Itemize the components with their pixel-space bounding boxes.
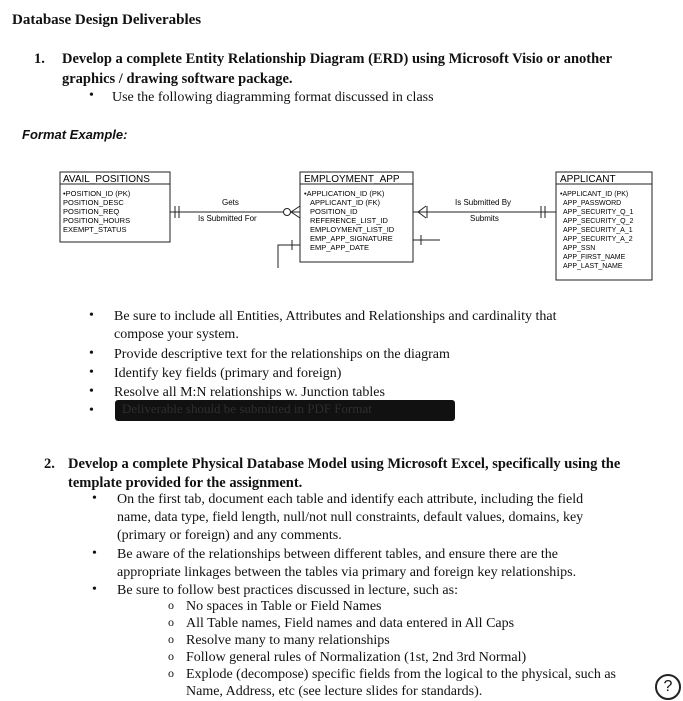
- relationship-app-applicant: [413, 198, 556, 223]
- bullet-marker: •: [89, 365, 94, 380]
- bullet-marker: •: [92, 546, 97, 561]
- bullet2: Provide descriptive text for the relationships on the diagram: [114, 347, 450, 362]
- attribute: POSITION_HOURS: [63, 216, 131, 225]
- attribute: EMPLOYMENT_LIST_ID: [310, 225, 395, 234]
- bullet-marker: •: [89, 308, 94, 323]
- attribute: EMP_APP_DATE: [310, 243, 370, 252]
- attribute: APP_LAST_NAME: [563, 263, 623, 270]
- bullet3: Identify key fields (primary and foreign): [114, 366, 342, 381]
- attribute: APPLICANT_ID (FK): [310, 198, 381, 207]
- entity-name: EMPLOYMENT_APP: [304, 174, 400, 185]
- attribute: APP_SECURITY_Q_2: [563, 218, 634, 225]
- item2-heading-line2: template provided for the assignment.: [68, 475, 303, 491]
- sub-item-5-line1: Explode (decompose) specific fields from the logical to the physical, such as: [186, 667, 616, 682]
- sub-item-3: Resolve many to many relationships: [186, 633, 390, 648]
- rel2-bottom-label: Submits: [470, 214, 499, 223]
- entity-avail-positions: [60, 172, 170, 242]
- attribute: APP_SSN: [563, 245, 596, 252]
- attribute: •APPLICANT_ID (PK): [560, 191, 629, 198]
- item1-heading-line1: Develop a complete Entity Relationship Diagram (ERD) using Microsoft Visio or another: [62, 51, 613, 67]
- entity-name: APPLICANT: [560, 174, 616, 185]
- attribute: •APPLICATION_ID (PK): [304, 189, 385, 198]
- bullet-marker: •: [92, 491, 97, 506]
- sub-item-1: No spaces in Table or Field Names: [186, 599, 382, 614]
- attribute: EXEMPT_STATUS: [63, 225, 127, 234]
- bullet-marker: •: [89, 403, 94, 418]
- attribute: POSITION_REQ: [63, 207, 120, 216]
- rel1-top-label: Gets: [222, 198, 239, 207]
- item2-bullet1-line2: name, data type, field length, null/not null constraints, default values, domains, key: [117, 510, 584, 525]
- bullet-marker: •: [89, 384, 94, 399]
- item2-bullet1-line3: (primary or foreign) and any comments.: [117, 528, 342, 543]
- item2-bullet2-line2: appropriate linkages between the tables via primary and foreign key relationships.: [117, 565, 577, 580]
- help-icon[interactable]: ?: [655, 674, 681, 700]
- sub-item-4: Follow general rules of Normalization (1st, 2nd 3rd Normal): [186, 650, 527, 665]
- redacted-text: Deliverable should be submitted in PDF Format: [122, 401, 372, 416]
- attribute: •POSITION_ID (PK): [63, 189, 131, 198]
- attribute: EMP_APP_SIGNATURE: [310, 234, 393, 243]
- rel1-bottom-label: Is Submitted For: [198, 214, 257, 223]
- attribute: APP_SECURITY_A_1: [563, 227, 633, 234]
- attribute: APP_PASSWORD: [563, 200, 622, 207]
- attribute: POSITION_DESC: [63, 198, 124, 207]
- attribute: REFERENCE_LIST_ID: [310, 216, 388, 225]
- item2-bullet1-line1: On the first tab, document each table and identify each attribute, including the field: [117, 492, 584, 507]
- bullet1-line1: Be sure to include all Entities, Attributes and Relationships and cardinality that: [114, 309, 557, 324]
- bullet1-line2: compose your system.: [114, 327, 239, 342]
- sub-item-2: All Table names, Field names and data entered in All Caps: [186, 616, 515, 631]
- circle-bullet: o: [168, 615, 174, 629]
- item2-bullet2-line1: Be aware of the relationships between different tables, and ensure there are the: [117, 547, 558, 562]
- relationship-positions-app: [170, 198, 300, 223]
- document-title: Database Design Deliverables: [12, 12, 202, 28]
- format-example-label: Format Example:: [22, 127, 128, 142]
- attribute: APP_SECURITY_A_2: [563, 236, 633, 243]
- circle-bullet: o: [168, 666, 174, 680]
- item2-number: 2.: [44, 456, 55, 472]
- circle-bullet: o: [168, 632, 174, 646]
- bullet-marker: •: [92, 582, 97, 597]
- attribute: APP_FIRST_NAME: [563, 254, 626, 261]
- entity-applicant: [556, 172, 652, 280]
- rel2-top-label: Is Submitted By: [455, 198, 512, 207]
- item1-number: 1.: [34, 51, 45, 67]
- erd-diagram: [0, 0, 683, 290]
- item2-bullet3: Be sure to follow best practices discussed in lecture, such as:: [117, 583, 458, 598]
- attribute: POSITION_ID: [310, 207, 358, 216]
- attribute: APP_SECURITY_Q_1: [563, 209, 634, 216]
- item1-sub-bullet: Use the following diagramming format discussed in class: [112, 90, 434, 105]
- item2-heading-line1: Develop a complete Physical Database Model using Microsoft Excel, specifically using the: [68, 456, 621, 472]
- entity-employment-app: [300, 172, 413, 262]
- bullet-marker: •: [89, 346, 94, 361]
- item1-heading-line2: graphics / drawing software package.: [62, 71, 293, 87]
- circle-bullet: o: [168, 649, 174, 663]
- bullet-marker: •: [89, 88, 94, 103]
- circle-bullet: o: [168, 598, 174, 612]
- entity-name: AVAIL_POSITIONS: [63, 174, 150, 185]
- bullet4: Resolve all M:N relationships w. Junction tables: [114, 385, 385, 400]
- sub-item-5-line2: Name, Address, etc (see lecture slides for standards).: [186, 684, 483, 699]
